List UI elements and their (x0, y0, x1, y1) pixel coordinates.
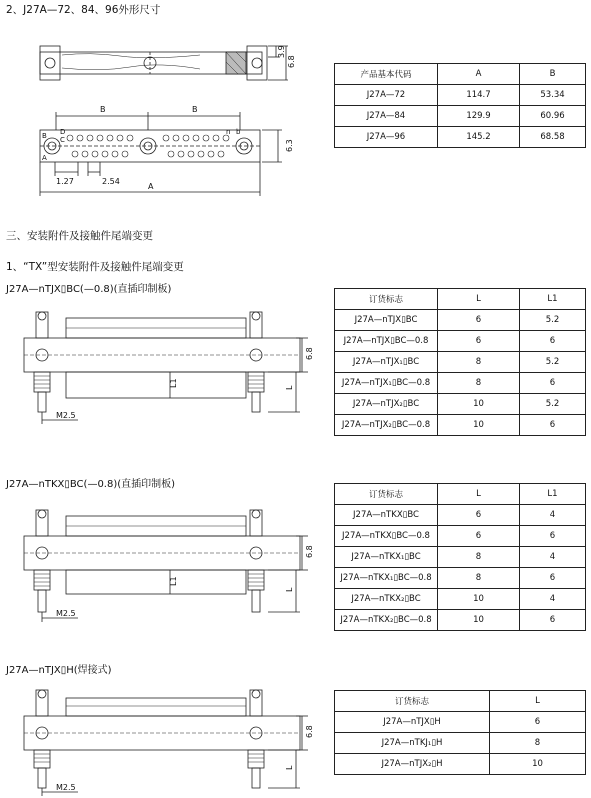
table-cell: J27A—nTKX₁▯BC—0.8 (335, 568, 438, 589)
table-row (335, 610, 586, 631)
dim-b-left: B (100, 105, 106, 114)
subsection-1-title: 1、“TX”型安装附件及接触件尾端变更 (6, 261, 184, 273)
table-row (335, 85, 586, 106)
figure-3-caption: J27A—nTJX▯H(焊接式) (6, 665, 112, 676)
dim-3-9: 3.9 (277, 45, 286, 58)
table-cell: 145.2 (438, 127, 520, 148)
table-row (335, 733, 586, 754)
table-cell: 6 (490, 712, 586, 733)
table-cell: 8 (490, 733, 586, 754)
table-cell: J27A—nTKX▯BC—0.8 (335, 526, 438, 547)
table-cell: 129.9 (438, 106, 520, 127)
table-cell: 68.58 (520, 127, 586, 148)
fig2-dim-l: L (285, 587, 294, 592)
table-header-row (335, 64, 586, 85)
header-cell: L1 (520, 484, 586, 505)
dim-b-right: B (192, 105, 198, 114)
fig2-dim-l1: L1 (169, 576, 178, 586)
label-n: n (226, 128, 231, 136)
label-b: B (42, 132, 47, 140)
dim-a: A (148, 182, 154, 191)
table-cell: 6 (520, 415, 586, 436)
header-cell: L1 (520, 289, 586, 310)
fig1-dim-6-8: 6.8 (305, 347, 314, 360)
figure-1-drawing (24, 312, 308, 424)
table-cell: 6 (520, 331, 586, 352)
table-cell: 6 (520, 568, 586, 589)
dim-1-27: 1.27 (56, 177, 74, 186)
table-cell: 8 (438, 373, 520, 394)
label-c: C (60, 136, 65, 144)
label-a: A (42, 154, 47, 162)
table-cell: 6 (520, 610, 586, 631)
header-cell: L (438, 289, 520, 310)
header-cell: 订货标志 (335, 484, 438, 505)
table-cell: 6 (438, 331, 520, 352)
fig2-thread: M2.5 (56, 609, 76, 618)
table-header-row (335, 484, 586, 505)
table-cell: 10 (490, 754, 586, 775)
table-cell: J27A—nTJX▯BC (335, 310, 438, 331)
figure-2-drawing (24, 510, 308, 622)
dim-2-54: 2.54 (102, 177, 120, 186)
table-cell: 8 (438, 352, 520, 373)
dim-6-8-top: 6.8 (287, 55, 296, 68)
fig3-thread: M2.5 (56, 783, 76, 792)
table-row (335, 352, 586, 373)
table-cell: 6 (520, 526, 586, 547)
table-header-row (335, 289, 586, 310)
header-cell: B (520, 64, 586, 85)
table-cell: 114.7 (438, 85, 520, 106)
table-cell: 4 (520, 589, 586, 610)
header-cell: 订货标志 (335, 691, 490, 712)
table-cell: J27A—84 (335, 106, 438, 127)
fig2-dim-6-8: 6.8 (305, 545, 314, 558)
table-cell: 8 (438, 568, 520, 589)
table-cell: 6 (438, 505, 520, 526)
front-view-drawing (40, 112, 282, 196)
figure-3-drawing (24, 690, 308, 796)
table-cell: 53.34 (520, 85, 586, 106)
figure-2-caption: J27A—nTKX▯BC(—0.8)(直插印制板) (6, 479, 176, 490)
table-cell: 10 (438, 610, 520, 631)
fig3-dim-6-8: 6.8 (305, 725, 314, 738)
table-row (335, 712, 586, 733)
table-cell: J27A—nTKJ₁▯H (335, 733, 490, 754)
fig1-thread: M2.5 (56, 411, 76, 420)
table-basic-code-dimensions (334, 63, 586, 148)
table-cell: J27A—nTJX₁▯BC—0.8 (335, 373, 438, 394)
table-row (335, 589, 586, 610)
header-cell: 订货标志 (335, 289, 438, 310)
table-row (335, 106, 586, 127)
table-cell: 4 (520, 505, 586, 526)
table-row (335, 505, 586, 526)
table-cell: 10 (438, 394, 520, 415)
table-cell: 5.2 (520, 394, 586, 415)
fig1-dim-l: L (285, 385, 294, 390)
header-cell: 产品基本代码 (335, 64, 438, 85)
fig1-dim-l1: L1 (169, 378, 178, 388)
table-cell: J27A—nTKX▯BC (335, 505, 438, 526)
table-row (335, 754, 586, 775)
section-2-title: 2、J27A—72、84、96外形尺寸 (6, 4, 161, 16)
table-row (335, 331, 586, 352)
table-cell: 8 (438, 547, 520, 568)
table-cell: 5.2 (520, 310, 586, 331)
table-row (335, 415, 586, 436)
table-cell: 5.2 (520, 352, 586, 373)
table-cell: J27A—nTKX₂▯BC (335, 589, 438, 610)
table-row (335, 394, 586, 415)
table-cell: J27A—nTJX₂▯H (335, 754, 490, 775)
table-cell: 6 (520, 373, 586, 394)
label-d: D (60, 128, 66, 136)
table-cell: J27A—nTJX₁▯BC (335, 352, 438, 373)
section-3-title: 三、安装附件及接触件尾端变更 (6, 230, 153, 242)
figure-1-caption: J27A—nTJX▯BC(—0.8)(直插印制板) (6, 284, 172, 295)
table-cell: 4 (520, 547, 586, 568)
table-cell: J27A—nTJX▯BC—0.8 (335, 331, 438, 352)
table-tjx-order-codes (334, 288, 586, 436)
table-row (335, 127, 586, 148)
label-b-lower: b (236, 128, 241, 136)
header-cell: L (438, 484, 520, 505)
top-view-drawing (40, 46, 288, 80)
header-cell: L (490, 691, 586, 712)
table-cell: J27A—nTJX₂▯BC—0.8 (335, 415, 438, 436)
table-row (335, 310, 586, 331)
table-cell: J27A—96 (335, 127, 438, 148)
table-cell: J27A—72 (335, 85, 438, 106)
table-cell: J27A—nTKX₁▯BC (335, 547, 438, 568)
table-cell: J27A—nTJX▯H (335, 712, 490, 733)
table-row (335, 547, 586, 568)
table-solder-order-codes (334, 690, 586, 775)
table-header-row (335, 691, 586, 712)
table-row (335, 373, 586, 394)
table-cell: 60.96 (520, 106, 586, 127)
fig3-dim-l: L (285, 765, 294, 770)
table-cell: 6 (438, 526, 520, 547)
table-tkx-order-codes (334, 483, 586, 631)
dim-6-3: 6.3 (285, 139, 294, 152)
table-cell: 6 (438, 310, 520, 331)
table-cell: 10 (438, 589, 520, 610)
table-cell: J27A—nTJX₂▯BC (335, 394, 438, 415)
header-cell: A (438, 64, 520, 85)
table-cell: 10 (438, 415, 520, 436)
table-cell: J27A—nTKX₂▯BC—0.8 (335, 610, 438, 631)
table-row (335, 568, 586, 589)
table-row (335, 526, 586, 547)
